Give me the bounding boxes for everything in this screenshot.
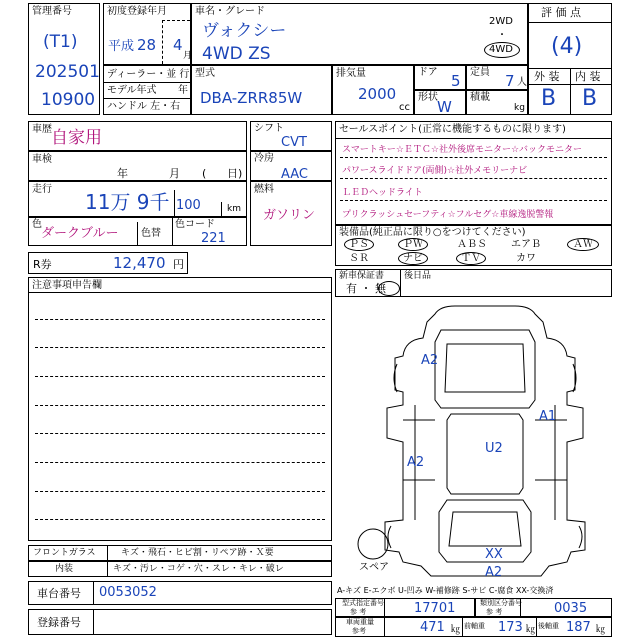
mileage-hundreds: 100: [176, 198, 201, 213]
weight-unit: ㎏: [451, 625, 461, 635]
drive-4wd-circle: [484, 42, 520, 58]
type-label: 型式: [195, 68, 215, 79]
damage-diagram: [335, 300, 612, 582]
spare-label: スペア: [359, 562, 389, 573]
chassis-label: 車台番号: [37, 587, 81, 600]
load-unit: kg: [514, 103, 525, 113]
recycle-value: 12,470: [113, 254, 166, 272]
registration-label: 登録番号: [37, 616, 81, 629]
damage-u2: U2: [485, 441, 503, 456]
car-outline: [335, 300, 612, 582]
usage-value: 自家用: [51, 128, 102, 148]
ac-value: AAC: [281, 167, 308, 182]
chassis-row: [28, 581, 332, 605]
damage-a1: A1: [539, 409, 557, 424]
score-int-label: 内 装: [575, 70, 601, 83]
shape-label: 形状: [418, 92, 438, 103]
drive-dot: ・: [497, 30, 507, 41]
dealer-label: ディーラー・並 行: [107, 69, 190, 80]
load-label: 積載: [470, 92, 490, 103]
category-value: 0035: [554, 601, 588, 616]
handle-label: ハンドル 左・右: [107, 101, 181, 112]
equipment-label: 装備品(純正品に限り○をつけてください): [339, 227, 526, 238]
car-name-cell: [191, 3, 528, 65]
front-axle-unit: ㎏: [526, 625, 536, 635]
notes-label: 注意事項申告欄: [32, 280, 102, 291]
ac-cell: [250, 151, 332, 181]
selling-points-cell: [335, 121, 612, 225]
type-cert-sub: 参 考: [350, 608, 367, 616]
ac-label: 冷房: [254, 153, 274, 164]
shift-cell: [250, 121, 332, 151]
inspection-month-unit: 月: [169, 167, 180, 180]
rear-axle-label: 後軸重: [538, 622, 559, 630]
registration-row: [28, 609, 332, 635]
interior-label: 内装: [55, 564, 74, 574]
capacity-unit: 人: [517, 77, 527, 88]
capacity-value: 7: [505, 72, 515, 90]
type-cert-value: 17701: [414, 601, 456, 616]
color-same-label: 色替: [141, 228, 161, 239]
warranty-value: 有 ・ 無: [346, 282, 386, 295]
capacity-label: 定員: [470, 67, 490, 78]
warranty-label: 新車保証書: [339, 271, 385, 281]
equip-tv: ＴＶ: [461, 253, 481, 264]
drive-4wd: 4WD: [489, 44, 513, 55]
inspection-day-unit: 日): [227, 167, 243, 180]
inspection-paren: (: [202, 167, 207, 180]
warranty-cell: [335, 269, 612, 297]
category-label: 類別区分番号: [480, 599, 522, 607]
car-name: ヴォクシー: [202, 21, 287, 41]
shape-value: W: [437, 98, 452, 116]
selling-point-3: ＬＥＤヘッドライト: [342, 188, 423, 198]
score-value: (4): [551, 34, 583, 59]
damage-a2-left: A2: [407, 455, 425, 470]
weights-label: 車両重量: [346, 618, 374, 626]
notes-cell: [28, 277, 332, 541]
score-int-value: B: [582, 86, 598, 111]
weight-value: 471: [420, 620, 445, 635]
reg-date-era: 平成: [108, 39, 135, 54]
shift-value: CVT: [281, 135, 307, 150]
mgmt-line1: (T1): [43, 32, 78, 52]
score-ext-label: 外 装: [534, 70, 560, 83]
recycle-unit: 円: [173, 258, 184, 271]
color-code-label: 色コード: [175, 219, 215, 230]
fuel-value: ガソリン: [263, 208, 316, 223]
equip-aw: ＡＷ: [573, 239, 593, 250]
equip-pw: ＰＷ: [403, 239, 423, 250]
damage-legend: A-キズ E-エクボ U-凹み W-補修跡 S-サビ C-腐食 XX-交換済: [337, 586, 554, 595]
model-year-label: モデル年式: [107, 85, 157, 96]
equip-navi: ナビ: [403, 253, 423, 264]
mgmt-cell: [28, 3, 100, 115]
shape-cell: [414, 90, 466, 115]
type-cert-label: 型式指定番号: [342, 599, 384, 607]
type-value: DBA-ZRR85W: [200, 89, 303, 107]
warranty-selected-circle: [378, 281, 400, 296]
usage-cell: [28, 121, 247, 151]
model-year-unit: 年: [178, 85, 188, 96]
drive-2wd: 2WD: [489, 16, 513, 27]
mileage-value: 11万 9千: [85, 190, 170, 214]
rear-axle-unit: ㎏: [596, 625, 606, 635]
front-glass-label: フロントガラス: [33, 548, 96, 558]
damage-xx: XX: [485, 547, 503, 562]
color-code: 221: [201, 231, 226, 246]
weights-sub: 参考: [352, 627, 366, 635]
mgmt-label: 管理番号: [32, 6, 72, 17]
interior-value: キズ・汚レ・コゲ・穴・スレ・キレ・破レ: [113, 564, 284, 574]
reg-date-year: 28: [137, 36, 157, 54]
equipment-cell: [335, 225, 612, 266]
weights-row: [335, 617, 612, 637]
score-cell: [528, 3, 612, 115]
doors-cell: [414, 65, 466, 90]
doors-label: ドア: [418, 67, 438, 78]
equip-airbag: エアＢ: [511, 239, 541, 250]
score-ext-value: B: [541, 86, 557, 111]
doors-value: 5: [451, 72, 461, 90]
equip-abs: ＡＢＳ: [457, 239, 487, 250]
selling-point-2: パワースライドドア(両側)☆社外メモリーナビ: [342, 166, 528, 176]
chassis-value: 0053052: [99, 585, 157, 600]
mileage-cell: [28, 181, 247, 217]
interior-row: [28, 561, 332, 577]
rear-axle-value: 187: [566, 620, 591, 635]
type-cert-cell: [335, 598, 475, 617]
car-grade: 4WD ZS: [202, 44, 271, 64]
front-glass-value: キズ・飛石・ヒビ割・リペア跡・Ｘ要: [121, 548, 274, 558]
front-axle-value: 173: [498, 620, 523, 635]
warranty-after-label: 後日品: [404, 271, 432, 281]
usage-label: 車歴: [32, 124, 52, 135]
color-cell: [28, 217, 247, 246]
selling-point-1: スマートキー☆ＥＴＣ☆社外後席モニター☆バックモニター: [342, 145, 583, 155]
displacement-unit: cc: [399, 102, 410, 113]
mileage-unit: km: [227, 204, 241, 214]
damage-a2-front: A2: [421, 353, 439, 368]
category-cell: [475, 598, 612, 617]
mileage-label: 走行: [32, 184, 52, 195]
front-glass-row: [28, 545, 332, 561]
selling-points-label: セールスポイント(正常に機能するものに限ります): [339, 124, 566, 135]
front-axle-label: 前軸重: [464, 622, 485, 630]
inspection-cell: [28, 151, 247, 181]
recycle-cell: [28, 252, 188, 274]
reg-date-label: 初度登録年月: [107, 6, 167, 17]
reg-date-cell: [103, 3, 191, 65]
reg-date-month: 4: [173, 36, 183, 54]
category-sub: 参 考: [486, 608, 503, 616]
fuel-cell: [250, 181, 332, 246]
equip-ps: ＰＳ: [349, 239, 369, 250]
dealer-cell: [103, 65, 191, 115]
shift-label: シフト: [254, 123, 284, 134]
type-cell: [191, 65, 332, 115]
score-label: 評 価 点: [541, 6, 581, 19]
inspection-label: 車検: [32, 154, 52, 165]
load-cell: [466, 90, 528, 115]
color-value: ダークブルー: [41, 226, 119, 241]
color-label: 色: [32, 219, 42, 230]
inspection-year-unit: 年: [117, 167, 128, 180]
displacement-label: 排気量: [336, 68, 366, 79]
car-name-label: 車名・グレード: [195, 6, 265, 17]
equip-leather: カワ: [516, 253, 536, 264]
mgmt-line2: 202501: [35, 62, 100, 82]
mgmt-line3: 10900: [41, 90, 96, 110]
fuel-label: 燃料: [254, 184, 274, 195]
displacement-cell: [332, 65, 414, 115]
recycle-label: R券: [33, 258, 52, 271]
damage-a2-rear: A2: [485, 565, 503, 580]
selling-point-4: プリクラッシュセーフティ☆フルセグ☆車線逸脱警報: [342, 210, 554, 220]
reg-date-month-unit: 月: [183, 51, 193, 61]
capacity-cell: [466, 65, 528, 90]
displacement-value: 2000: [358, 85, 397, 103]
equip-sr: ＳＲ: [349, 253, 369, 264]
